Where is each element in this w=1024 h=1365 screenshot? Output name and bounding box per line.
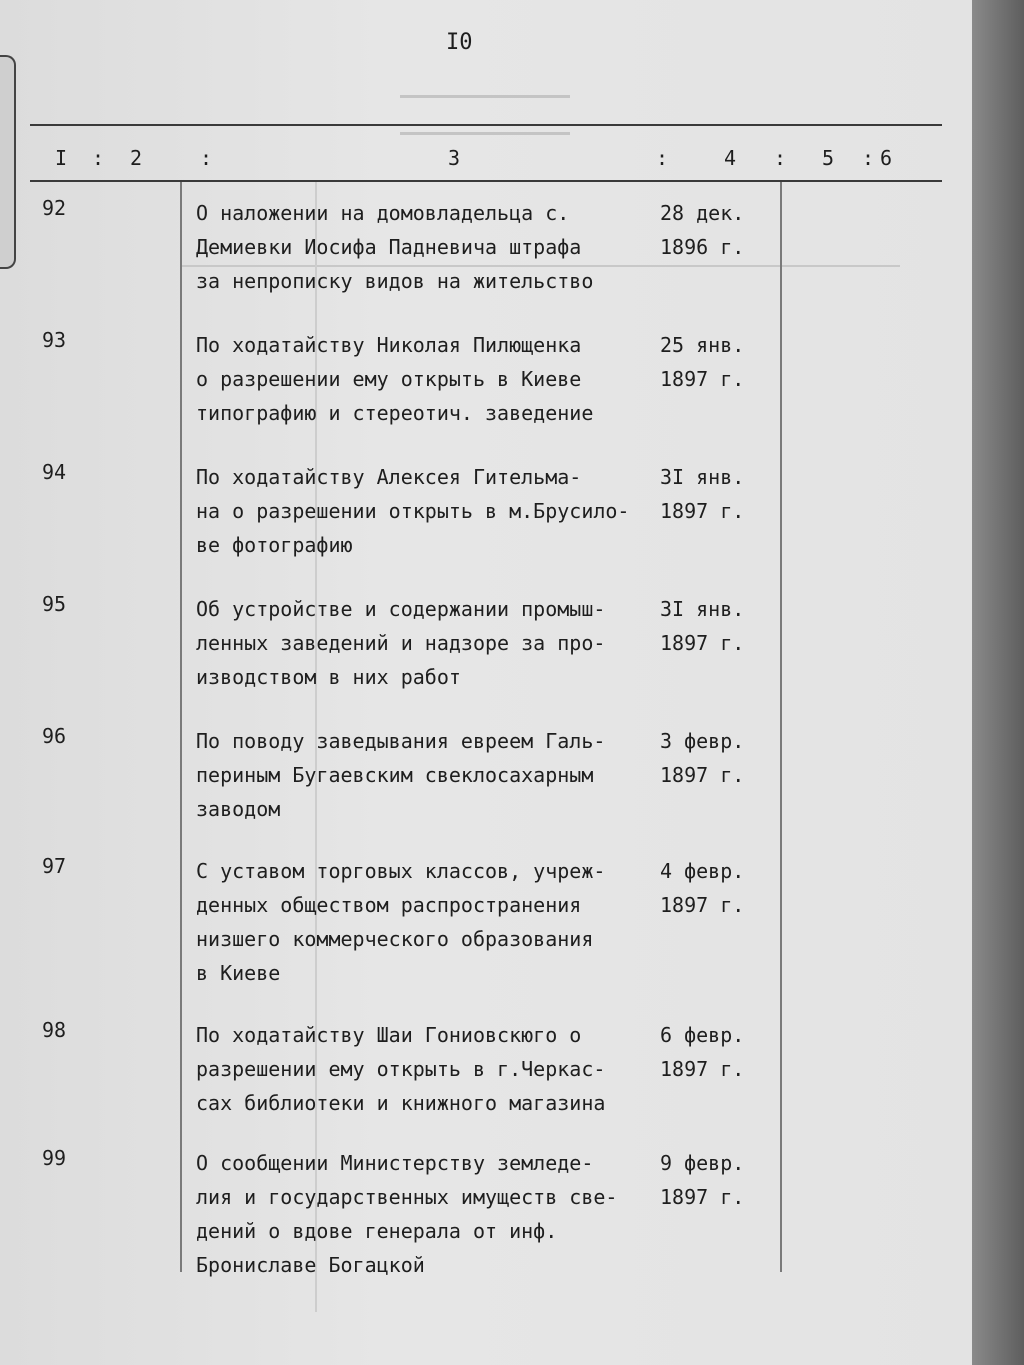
header-col-6-label: 6: [880, 146, 895, 170]
entry-description-line: за непрописку видов на жительство: [196, 269, 594, 293]
header-sep-1: :: [92, 146, 107, 170]
entry-date: [660, 1146, 770, 1214]
entry-description-line: сах библиотеки и книжного магазина: [196, 1091, 606, 1115]
entry-number: 94: [42, 460, 67, 484]
entry-description-line: О сообщении Министерству земледе-: [196, 1151, 594, 1175]
entry-date: [660, 1018, 770, 1086]
entry-date: [660, 592, 770, 660]
entry-description-line: С уставом торговых классов, учреж-: [196, 859, 606, 883]
entry-date-year: 1897 г.: [660, 1057, 745, 1081]
entry-description: [196, 328, 666, 430]
entry-description-line: дений о вдове генерала от инф.: [196, 1219, 558, 1243]
entry-description-line: ве фотографию: [196, 533, 353, 557]
entry-number: 93: [42, 328, 67, 352]
entry-description-line: Демиевки Иосифа Падневича штрафа: [196, 235, 582, 259]
entry-description-line: типографию и стереотич. заведение: [196, 401, 594, 425]
entry-date-day: 3I янв.: [660, 465, 745, 489]
column-divider-right: [780, 182, 782, 1272]
entry-description: [196, 854, 666, 990]
entry-description-line: в Киеве: [196, 961, 281, 985]
next-page-edge: [972, 0, 1024, 1365]
header-col-1: [55, 146, 69, 170]
entry-number: 92: [42, 196, 67, 220]
entry-date-year: 1897 г.: [660, 893, 745, 917]
entry-description-line: По ходатайству Алексея Гительма-: [196, 465, 582, 489]
header-bottom-rule: [30, 180, 942, 182]
header-col-2-label: 2: [130, 146, 145, 170]
header-col-1-label: I: [55, 146, 70, 170]
header-col-5: [822, 146, 836, 170]
entry-date-year: 1897 г.: [660, 763, 745, 787]
entry-description-line: денных обществом распространения: [196, 893, 582, 917]
entry-description-line: По ходатайству Николая Пилющенка: [196, 333, 582, 357]
header-col-4-label: 4: [724, 146, 739, 170]
entry-description-line: низшего коммерческого образования: [196, 927, 594, 951]
entry-description-line: По ходатайству Шаи Гониовскюго о: [196, 1023, 582, 1047]
entry-date-day: 25 янв.: [660, 333, 745, 357]
entry-date: [660, 724, 770, 792]
entry-date: [660, 328, 770, 396]
entry-description-line: о разрешении ему открыть в Киеве: [196, 367, 582, 391]
entry-number: 98: [42, 1018, 67, 1042]
entry-description: [196, 724, 666, 826]
header-sep-3: :: [656, 146, 671, 170]
entry-description: [196, 196, 666, 298]
entry-date-day: 6 февр.: [660, 1023, 745, 1047]
entry-date-day: 9 февр.: [660, 1151, 745, 1175]
header-top-rule: [30, 124, 942, 126]
entry-date-year: 1897 г.: [660, 499, 745, 523]
entry-description-line: лия и государственных имуществ све-: [196, 1185, 618, 1209]
page-number: I0: [446, 30, 473, 55]
header-sep-5: :: [862, 146, 877, 170]
header-col-3: [448, 146, 462, 170]
entry-description: [196, 592, 666, 694]
entry-description-line: ленных заведений и надзоре за про-: [196, 631, 606, 655]
entry-description-line: Об устройстве и содержании промыш-: [196, 597, 606, 621]
entry-date-day: 3 февр.: [660, 729, 745, 753]
entry-date-year: 1896 г.: [660, 235, 745, 259]
binding-ring: [0, 55, 16, 269]
entry-description-line: разрешении ему открыть в г.Черкас-: [196, 1057, 606, 1081]
entry-date-year: 1897 г.: [660, 631, 745, 655]
header-col-5-label: 5: [822, 146, 837, 170]
entry-description-line: заводом: [196, 797, 281, 821]
entry-description: [196, 460, 666, 562]
entry-description: [196, 1018, 666, 1120]
entry-date: [660, 854, 770, 922]
entry-date-day: 28 дек.: [660, 201, 745, 225]
header-sep-2: :: [200, 146, 215, 170]
entry-number: 96: [42, 724, 67, 748]
column-divider-left: [180, 182, 182, 1272]
entry-number: 95: [42, 592, 67, 616]
header-sep-4: :: [774, 146, 789, 170]
header-col-4: [724, 146, 738, 170]
header-col-2: [130, 146, 144, 170]
entry-description-line: Брониславе Богацкой: [196, 1253, 425, 1277]
entry-date: [660, 196, 770, 264]
entry-date-year: 1897 г.: [660, 367, 745, 391]
entry-description-line: изводством в них работ: [196, 665, 461, 689]
entry-number: 99: [42, 1146, 67, 1170]
entry-date: [660, 460, 770, 528]
entry-description: [196, 1146, 666, 1282]
entry-date-day: 4 февр.: [660, 859, 745, 883]
entry-number: 97: [42, 854, 67, 878]
entry-date-day: 3I янв.: [660, 597, 745, 621]
entry-description-line: на о разрешении открыть в м.Брусило-: [196, 499, 630, 523]
entry-description-line: периным Бугаевским свеклосахарным: [196, 763, 594, 787]
header-col-3-label: 3: [448, 146, 463, 170]
entry-description-line: По поводу заведывания евреем Галь-: [196, 729, 606, 753]
entry-date-year: 1897 г.: [660, 1185, 745, 1209]
entry-description-line: О наложении на домовладельца с.: [196, 201, 570, 225]
header-col-6: [880, 146, 894, 170]
bleed-through-title: [400, 95, 570, 135]
